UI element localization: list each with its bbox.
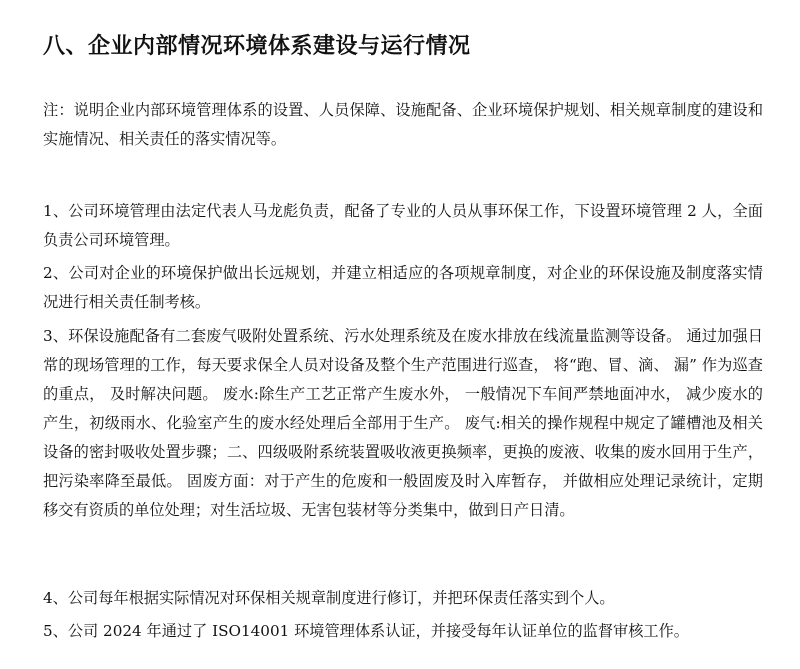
paragraph-5-certification: 5、公司 2024 年通过了 ISO14001 环境管理体系认证，并接受每年认证单位的监督审核工作。: [43, 622, 689, 640]
section-title: 八、企业内部情况环境体系建设与运行情况: [43, 34, 471, 59]
paragraph-3-facilities: 3、环保设施配备有二套废气吸附处置系统、污水处理系统及在废水排放在线流量监测等设备。 通过加强日常的现场管理的工作，每天要求保全人员对设备及整个生产范围进行巡查， 将“跑、冒、滴、 漏” 作为巡查的重点， 及时解决问题。 废水:除生产工艺正常产生废水外， 一般情况下车间严禁地面冲水， 减少废水的产生，初级雨水、化验室产生的废水经处理后全部用于生产。 废气:相关的操作规程中规定了罐槽池及相关设备的密封吸收处置步骤；二、四级吸附系统装置吸收液更换频率，更换的废液、收集的废水回用于生产，把污染率降至最低。 固废方面：对于产生的危废和一般固废及时入库暂存， 并做相应处理记录统计，定期移交有资质的单位处理；对生活垃圾、无害包装材等分类集中，做到日产日清。: [43, 327, 763, 519]
paragraph-1-management: 1、公司环境管理由法定代表人马龙彪负责，配备了专业的人员从事环保工作，下设置环境管理 2 人，全面负责公司环境管理。: [43, 202, 763, 249]
note-paragraph: 注：说明企业内部环境管理体系的设置、人员保障、设施配备、企业环境保护规划、相关规章制度的建设和实施情况、相关责任的落实情况等。: [43, 101, 763, 148]
paragraph-4-revision: 4、公司每年根据实际情况对环保相关规章制度进行修订，并把环保责任落实到个人。: [43, 589, 615, 607]
paragraph-2-planning: 2、公司对企业的环境保护做出长远规划，并建立相适应的各项规章制度，对企业的环保设施及制度落实情况进行相关责任制考核。: [43, 264, 763, 311]
